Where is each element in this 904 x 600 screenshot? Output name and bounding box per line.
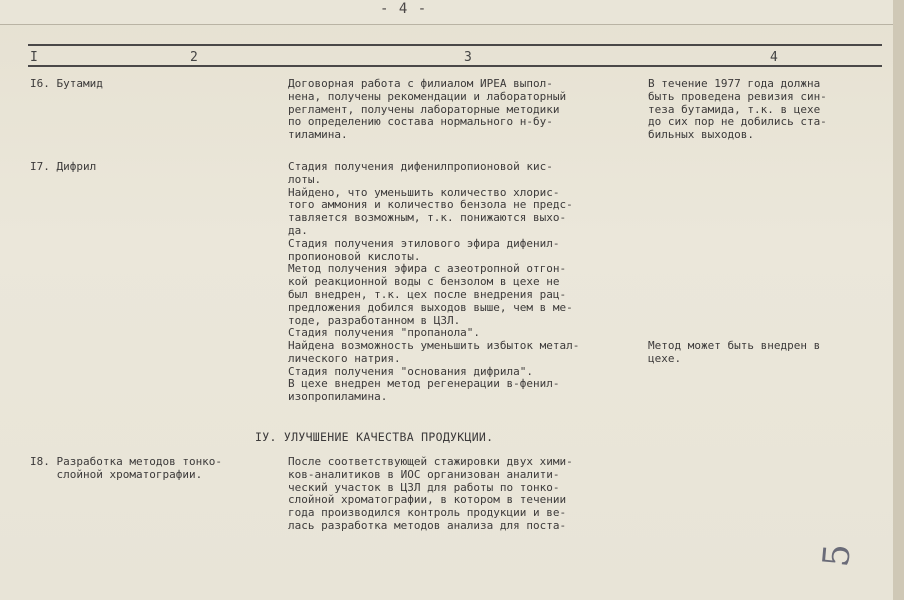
table-top-rule bbox=[28, 44, 882, 46]
table-header-rule bbox=[28, 65, 882, 67]
top-strip bbox=[0, 0, 904, 25]
row-16-description: Договорная работа с филиалом ИРЕА выпол- нена, получены рекомендации и лабораторный регламент, получены лабораторные методики по определению состава нормального н-бу- тиламина. bbox=[288, 77, 567, 142]
row-18-description: После соответствующей стажировки двух хими- ков-аналитиков в ИОС организован аналити- ческий участок в ЦЗЛ для работы по тонко- слойной хроматографии, в котором в течении года производился контроль продукции и ве- лась разработка методов анализа для поста- bbox=[288, 455, 573, 532]
column-header-3: 3 bbox=[464, 50, 472, 65]
column-header-4: 4 bbox=[770, 50, 778, 65]
row-16-name: I6. Бутамид bbox=[30, 77, 103, 90]
column-header-1: I bbox=[30, 50, 38, 65]
page-number: - 4 - bbox=[380, 1, 428, 17]
row-17-description-a: Стадия получения дифенилпропионовой кис- лоты. Найдено, что уменьшить количество хлорис- того аммония и количество бензола не предс- тавляется возможным, т.к. понижаются выхо- да. Стадия получения этилового эфира дифенил- пропионовой кислоты. Метод получения эфира с азеотропной отгон- кой реакционной воды с бензолом в цехе не был внедрен, т.к. цех после внедрения рац- предложения добился выходов выше, чем в ме- тоде, разработанном в ЦЗЛ. Стадия получения "пропанола". bbox=[288, 160, 573, 340]
row-17-description-b: Найдена возможность уменьшить избыток метал- лического натрия. Стадия получения "основания дифрила". В цехе внедрен метод регенерации в-фенил- изопропиламина. bbox=[288, 339, 580, 404]
handwritten-mark: 5 bbox=[816, 542, 859, 569]
row-16-note: В течение 1977 года должна быть проведена ревизия син- теза бутамида, т.к. в цехе до сих пор не добились ста- бильных выходов. bbox=[648, 77, 827, 142]
row-17-name: I7. Дифрил bbox=[30, 160, 97, 173]
column-header-2: 2 bbox=[190, 50, 198, 65]
section-title: IУ. УЛУЧШЕНИЕ КАЧЕСТВА ПРОДУКЦИИ. bbox=[255, 430, 494, 444]
row-17-note: Метод может быть внедрен в цехе. bbox=[648, 339, 821, 365]
page-edge bbox=[893, 0, 904, 600]
row-18-name: I8. Разработка методов тонко- слойной хроматографии. bbox=[30, 455, 223, 481]
